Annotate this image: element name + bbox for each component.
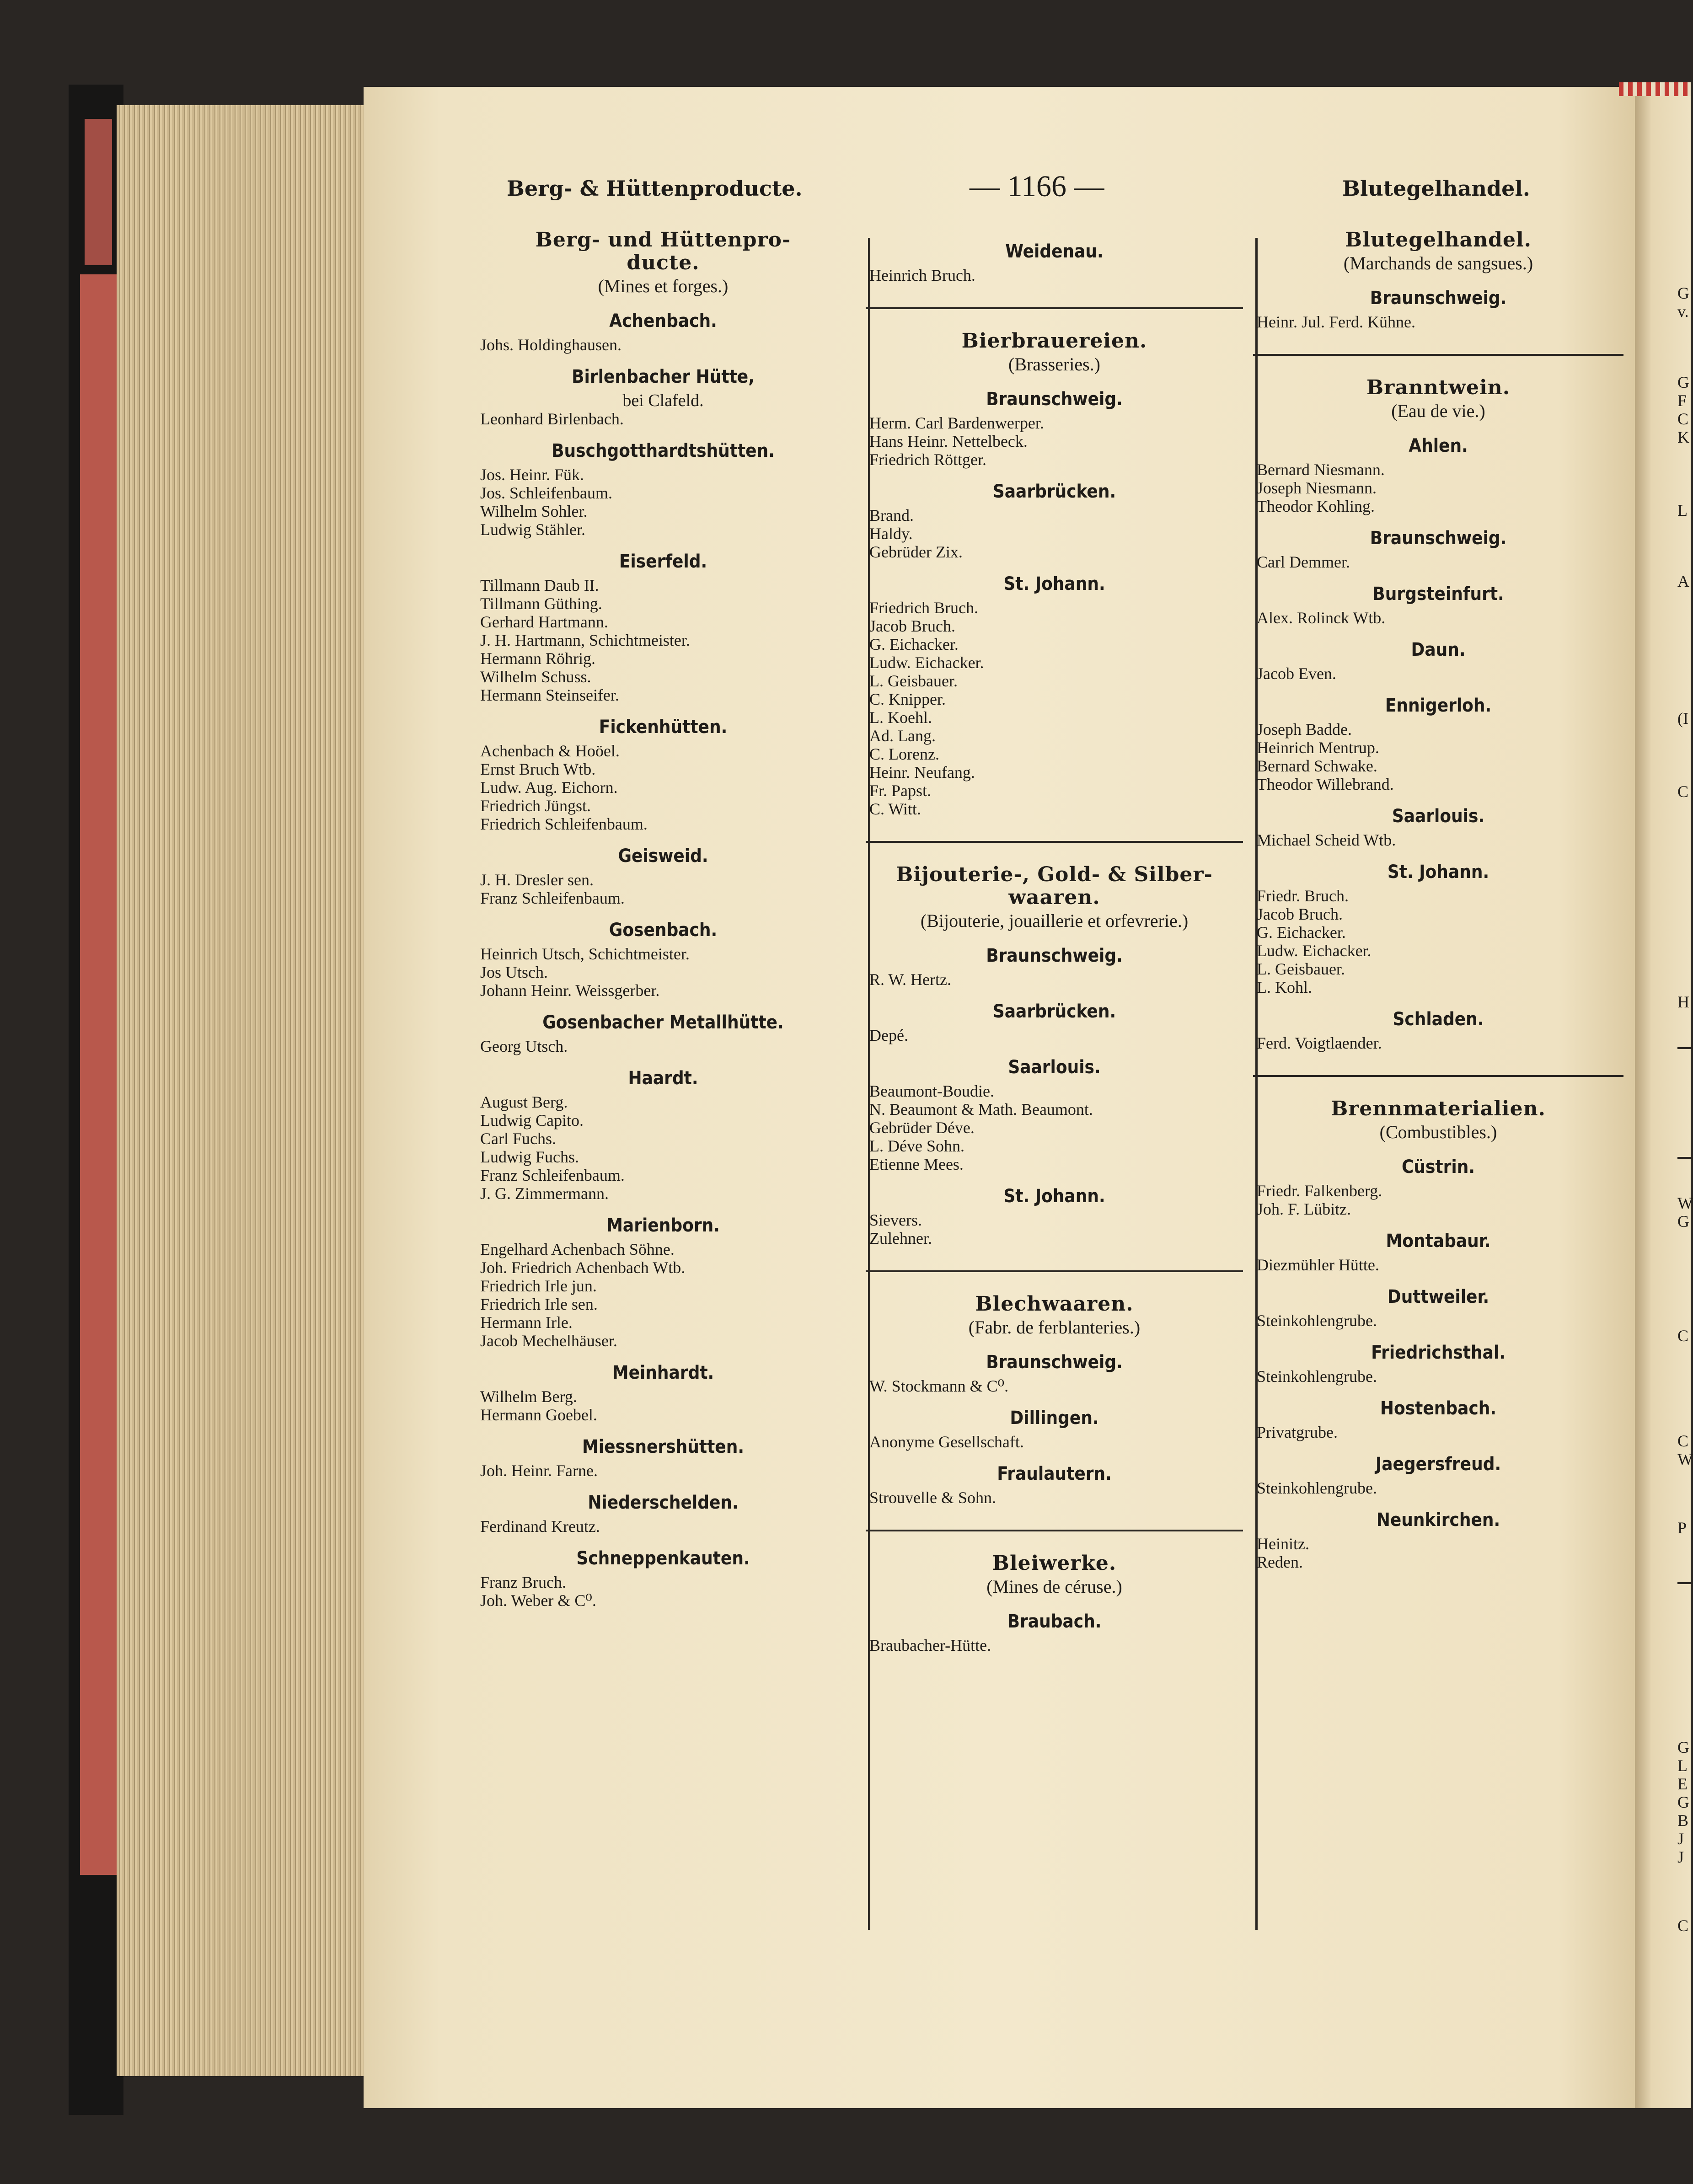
list-item: Tillmann Daub II.	[480, 576, 599, 594]
place-heading: Cüstrin.	[1401, 1156, 1475, 1178]
entry-list	[866, 970, 1243, 989]
list-item: Reden.	[1257, 1553, 1303, 1571]
entry-list	[866, 1433, 1243, 1451]
entry-list	[1253, 1311, 1623, 1330]
column-middle	[866, 229, 1243, 1661]
list-item: Hermann Steinseifer.	[480, 686, 619, 704]
place-heading: St. Johann.	[1003, 573, 1105, 594]
list-item: W. Stockmann & C⁰.	[869, 1377, 1009, 1395]
place-heading: Braunschweig.	[1370, 528, 1507, 549]
list-item: Johann Heinr. Weissgerber.	[480, 981, 660, 1000]
place-heading: Saarbrücken.	[992, 1001, 1116, 1022]
entry-list	[1253, 1256, 1623, 1274]
entry-list	[866, 599, 1243, 818]
facing-page-letter: C	[1677, 1327, 1689, 1345]
list-item: Jacob Even.	[1257, 664, 1336, 683]
place-heading: Haardt.	[628, 1068, 698, 1089]
facing-page-letter: G	[1677, 373, 1689, 391]
book-cover-edge	[80, 274, 117, 1875]
entry-list	[1253, 1479, 1623, 1497]
list-item: Michael Scheid Wtb.	[1257, 831, 1396, 849]
entry-list	[1253, 1367, 1623, 1386]
list-item: Ad. Lang.	[869, 727, 936, 745]
list-item: Friedr. Bruch.	[1257, 887, 1349, 905]
place-heading: Weidenau.	[1005, 241, 1104, 262]
entry-list	[480, 466, 846, 539]
list-item: Achenbach & Hoöel.	[480, 742, 620, 760]
page-number: — 1166 —	[970, 170, 1104, 203]
list-item: C. Knipper.	[869, 690, 946, 708]
list-item: Fr. Papst.	[869, 782, 932, 800]
column-left	[480, 229, 846, 1616]
place-heading: Achenbach.	[609, 310, 717, 332]
place-heading: Duttweiler.	[1387, 1286, 1489, 1307]
list-item: Theodor Kohling.	[1257, 497, 1375, 515]
section-rule	[866, 1270, 1243, 1272]
section-rule	[866, 1530, 1243, 1531]
category-subtitle: (Brasseries.)	[1008, 354, 1101, 375]
place-heading: Braunschweig.	[986, 389, 1123, 410]
list-item: Jos Utsch.	[480, 963, 548, 981]
list-item: Ludw. Eichacker.	[1257, 942, 1372, 960]
list-item: Ludw. Eichacker.	[869, 653, 984, 672]
list-item: Hans Heinr. Nettelbeck.	[869, 432, 1028, 450]
list-item: Franz Bruch.	[480, 1573, 566, 1591]
place-heading: Gosenbacher Metallhütte.	[542, 1012, 784, 1033]
facing-page-letter: G	[1677, 1738, 1689, 1756]
facing-page-letter: H	[1677, 993, 1689, 1011]
place-heading: Miessnershütten.	[582, 1436, 744, 1457]
facing-page-letter: (I	[1677, 709, 1688, 728]
place-heading: Saarlouis.	[1392, 806, 1485, 827]
entry-list	[1253, 831, 1623, 849]
list-item: L. Koehl.	[869, 708, 932, 727]
bookmark-ribbon	[1619, 82, 1691, 96]
entry-list	[1253, 664, 1623, 683]
running-head-left: Berg- & Hüttenproducte.	[507, 176, 803, 201]
category-title: Bijouterie-, Gold- & Silber- waaren.	[896, 863, 1213, 909]
section-rule	[866, 307, 1243, 309]
entry-list	[480, 871, 846, 907]
place-heading: Birlenbacher Hütte,	[572, 366, 755, 387]
list-item: J. G. Zimmermann.	[480, 1184, 609, 1203]
list-item: Herm. Carl Bardenwerper.	[869, 414, 1044, 432]
facing-page-letter: G	[1677, 1212, 1689, 1231]
facing-page-letter: C	[1677, 410, 1689, 428]
facing-page-rule	[1677, 1582, 1691, 1584]
list-item: Ludwig Stähler.	[480, 520, 585, 539]
list-item: Haldy.	[869, 525, 913, 543]
list-item: Hermann Röhrig.	[480, 649, 595, 668]
page-stack-edges	[117, 105, 368, 2076]
entry-list	[1253, 313, 1623, 331]
entry-list	[480, 576, 846, 704]
entry-list	[866, 1377, 1243, 1395]
category-title: Bleiwerke.	[992, 1552, 1117, 1575]
entry-list	[480, 742, 846, 833]
list-item: Heinrich Utsch, Schichtmeister.	[480, 945, 690, 963]
place-heading: Hostenbach.	[1380, 1398, 1497, 1419]
category-title: Blutegelhandel.	[1345, 228, 1532, 252]
category-subtitle: (Combustibles.)	[1379, 1122, 1497, 1142]
list-item: Carl Fuchs.	[480, 1129, 556, 1148]
list-item: Steinkohlengrube.	[1257, 1367, 1377, 1386]
list-item: Hermann Goebel.	[480, 1406, 597, 1424]
category-title: Blechwaaren.	[975, 1292, 1134, 1316]
entry-list	[1253, 720, 1623, 793]
facing-page-rule	[1677, 1047, 1691, 1049]
list-item: Johs. Holdinghausen.	[480, 336, 621, 354]
category-title: Branntwein.	[1366, 376, 1511, 399]
list-item: Joh. Heinr. Farne.	[480, 1461, 598, 1480]
place-heading: Braunschweig.	[986, 1352, 1123, 1373]
place-heading: Daun.	[1411, 639, 1466, 660]
entry-list	[480, 1240, 846, 1350]
entry-list	[1253, 609, 1623, 627]
list-item: Heinrich Mentrup.	[1257, 739, 1379, 757]
list-item: Depé.	[869, 1026, 908, 1044]
category-title: Bierbrauereien.	[961, 329, 1147, 353]
category-subtitle: (Mines et forges.)	[598, 276, 729, 296]
list-item: Strouvelle & Sohn.	[869, 1488, 996, 1507]
category-subtitle: (Marchands de sangsues.)	[1343, 253, 1533, 273]
entry-list	[866, 414, 1243, 469]
entry-list	[866, 506, 1243, 561]
list-item: Friedrich Bruch.	[869, 599, 978, 617]
facing-page-letter: J	[1677, 1848, 1684, 1866]
list-item: Friedrich Irle sen.	[480, 1295, 598, 1313]
list-item: Steinkohlengrube.	[1257, 1479, 1377, 1497]
facing-page-letter: W	[1677, 1194, 1693, 1212]
place-heading: Meinhardt.	[612, 1362, 714, 1383]
facing-page-rule	[1677, 1157, 1691, 1159]
category-subtitle: (Mines de céruse.)	[986, 1576, 1122, 1597]
place-heading: Marienborn.	[606, 1215, 720, 1236]
list-item: Etienne Mees.	[869, 1155, 964, 1173]
list-item: Gebrüder Déve.	[869, 1119, 975, 1137]
category-title: Berg- und Hüttenpro- ducte.	[535, 228, 791, 274]
facing-page-letter: P	[1677, 1519, 1687, 1537]
list-item: Beaumont-Boudie.	[869, 1082, 994, 1100]
list-item: Bernard Niesmann.	[1257, 460, 1385, 479]
entry-list	[1253, 553, 1623, 571]
list-item: Jos. Schleifenbaum.	[480, 484, 612, 502]
spine-label	[85, 119, 112, 265]
place-heading: Niederschelden.	[588, 1492, 739, 1513]
list-item: J. H. Hartmann, Schichtmeister.	[480, 631, 690, 649]
place-heading: St. Johann.	[1387, 862, 1489, 883]
place-heading: Jaegersfreud.	[1375, 1454, 1501, 1475]
list-item: Friedrich Röttger.	[869, 450, 986, 469]
facing-page-letter: C	[1677, 782, 1689, 801]
place-heading: Dillingen.	[1010, 1408, 1099, 1429]
list-item: Ferd. Voigtlaender.	[1257, 1034, 1382, 1052]
list-item: Leonhard Birlenbach.	[480, 410, 624, 428]
list-item: Braubacher-Hütte.	[869, 1636, 991, 1654]
entry-list	[1253, 887, 1623, 996]
list-item: L. Kohl.	[1257, 978, 1312, 996]
list-item: Jacob Mechelhäuser.	[480, 1332, 617, 1350]
list-item: Diezmühler Hütte.	[1257, 1256, 1379, 1274]
facing-page-letter: F	[1677, 391, 1687, 410]
list-item: Joh. F. Lübitz.	[1257, 1200, 1351, 1218]
list-item: Carl Demmer.	[1257, 553, 1350, 571]
list-item: Steinkohlengrube.	[1257, 1311, 1377, 1330]
list-item: Zulehner.	[869, 1229, 932, 1247]
place-heading: Ennigerloh.	[1385, 695, 1492, 716]
list-item: L. Geisbauer.	[1257, 960, 1345, 978]
list-item: Jacob Bruch.	[869, 617, 955, 635]
list-item: L. Geisbauer.	[869, 672, 958, 690]
place-heading: Schladen.	[1393, 1009, 1484, 1030]
facing-page-letter: A	[1677, 572, 1689, 590]
entry-list	[866, 1026, 1243, 1044]
list-item: Jos. Heinr. Fük.	[480, 466, 584, 484]
entry-list	[1253, 1535, 1623, 1571]
list-item: Wilhelm Sohler.	[480, 502, 588, 520]
list-item: Tillmann Güthing.	[480, 594, 602, 613]
place-heading: Saarbrücken.	[992, 481, 1116, 502]
list-item: Franz Schleifenbaum.	[480, 889, 625, 907]
entry-list	[480, 410, 846, 428]
facing-page-letter: C	[1677, 1916, 1689, 1935]
category-subtitle: (Eau de vie.)	[1391, 401, 1485, 421]
place-heading: Braunschweig.	[986, 945, 1123, 966]
list-item: N. Beaumont & Math. Beaumont.	[869, 1100, 1093, 1119]
place-heading: Braubach.	[1007, 1611, 1102, 1632]
list-item: Bernard Schwake.	[1257, 757, 1377, 775]
list-item: August Berg.	[480, 1093, 568, 1111]
facing-page-letter: E	[1677, 1775, 1688, 1793]
list-item: Gebrüder Zix.	[869, 543, 963, 561]
place-heading: Buschgotthardtshütten.	[552, 440, 775, 461]
place-heading: Gosenbach.	[609, 920, 718, 941]
entry-list	[866, 266, 1243, 284]
list-item: Engelhard Achenbach Söhne.	[480, 1240, 675, 1258]
list-item: Ernst Bruch Wtb.	[480, 760, 596, 778]
list-item: Ludwig Fuchs.	[480, 1148, 579, 1166]
facing-page-letter: G	[1677, 284, 1689, 302]
place-heading: Eiserfeld.	[619, 551, 707, 572]
list-item: J. H. Dresler sen.	[480, 871, 594, 889]
facing-page-letter: G	[1677, 1793, 1689, 1811]
list-item: Ludwig Capito.	[480, 1111, 584, 1129]
entry-list	[480, 945, 846, 1000]
facing-page-letter: J	[1677, 1830, 1684, 1848]
list-item: Anonyme Gesellschaft.	[869, 1433, 1024, 1451]
list-item: Franz Schleifenbaum.	[480, 1166, 625, 1184]
category-subtitle: (Fabr. de ferblanteries.)	[968, 1317, 1141, 1338]
entry-list	[1253, 1423, 1623, 1441]
list-item: Gerhard Hartmann.	[480, 613, 608, 631]
list-item: Joh. Friedrich Achenbach Wtb.	[480, 1258, 686, 1277]
list-item: Friedr. Falkenberg.	[1257, 1182, 1382, 1200]
list-item: Heinrich Bruch.	[869, 266, 975, 284]
list-item: Heinr. Neufang.	[869, 763, 975, 782]
list-item: R. W. Hertz.	[869, 970, 951, 989]
list-item: Joseph Badde.	[1257, 720, 1352, 739]
place-heading: Montabaur.	[1386, 1231, 1491, 1252]
place-heading: Geisweid.	[618, 846, 708, 867]
list-item: Ludw. Aug. Eichorn.	[480, 778, 618, 797]
list-item: Joh. Weber & C⁰.	[480, 1591, 596, 1610]
facing-page-letter: W	[1677, 1450, 1693, 1468]
list-item: G. Eichacker.	[1257, 923, 1346, 942]
list-item: Georg Utsch.	[480, 1037, 568, 1055]
list-item: Ferdinand Kreutz.	[480, 1517, 600, 1536]
entry-list	[480, 1387, 846, 1424]
place-heading: St. Johann.	[1003, 1186, 1105, 1207]
entry-list	[480, 1573, 846, 1610]
facing-page-letter: L	[1677, 501, 1688, 519]
list-item: Wilhelm Schuss.	[480, 668, 591, 686]
facing-page-letter: L	[1677, 1756, 1688, 1775]
list-item: C. Witt.	[869, 800, 921, 818]
list-item: C. Lorenz.	[869, 745, 939, 763]
list-item: Heinr. Jul. Ferd. Kühne.	[1257, 313, 1415, 331]
place-heading: Fraulautern.	[997, 1463, 1112, 1484]
entry-list	[866, 1636, 1243, 1654]
entry-list	[480, 1461, 846, 1480]
list-item: Sievers.	[869, 1211, 922, 1229]
list-item: Theodor Willebrand.	[1257, 775, 1394, 793]
list-item: Hermann Irle.	[480, 1313, 573, 1332]
list-item: Friedrich Schleifenbaum.	[480, 815, 648, 833]
entry-list	[866, 1211, 1243, 1247]
entry-list	[480, 336, 846, 354]
list-item: Friedrich Jüngst.	[480, 797, 591, 815]
list-item: Friedrich Irle jun.	[480, 1277, 597, 1295]
running-head-right: Blutegelhandel.	[1342, 176, 1530, 201]
place-heading: Burgsteinfurt.	[1372, 583, 1504, 605]
list-item: Privatgrube.	[1257, 1423, 1338, 1441]
list-item: Joseph Niesmann.	[1257, 479, 1377, 497]
facing-page-letter: v.	[1677, 302, 1689, 321]
facing-page-letter: K	[1677, 428, 1689, 446]
list-item: Heinitz.	[1257, 1535, 1309, 1553]
place-heading: Friedrichsthal.	[1371, 1342, 1505, 1363]
list-item: Alex. Rolinck Wtb.	[1257, 609, 1386, 627]
list-item: L. Déve Sohn.	[869, 1137, 964, 1155]
place-heading: Saarlouis.	[1008, 1057, 1101, 1078]
place-heading: Braunschweig.	[1370, 288, 1507, 309]
facing-page-letter: C	[1677, 1432, 1689, 1450]
section-rule	[1253, 1075, 1623, 1077]
place-note: bei Clafeld.	[622, 391, 704, 410]
column-right	[1253, 229, 1623, 1578]
section-rule	[1253, 354, 1623, 356]
place-heading: Schneppenkauten.	[576, 1548, 750, 1569]
category-subtitle: (Bijouterie, jouaillerie et orfevrerie.)	[920, 910, 1189, 931]
place-heading: Fickenhütten.	[599, 717, 728, 738]
category-title: Brennmaterialien.	[1331, 1097, 1546, 1120]
entry-list	[480, 1517, 846, 1536]
entry-list	[480, 1037, 846, 1055]
section-rule	[866, 841, 1243, 843]
entry-list	[1253, 1034, 1623, 1052]
list-item: Wilhelm Berg.	[480, 1387, 577, 1406]
entry-list	[866, 1082, 1243, 1173]
list-item: Jacob Bruch.	[1257, 905, 1343, 923]
entry-list	[480, 1093, 846, 1203]
facing-page-letter: B	[1677, 1811, 1689, 1830]
list-item: G. Eichacker.	[869, 635, 959, 653]
entry-list	[1253, 1182, 1623, 1218]
list-item: Brand.	[869, 506, 914, 525]
entry-list	[866, 1488, 1243, 1507]
place-heading: Ahlen.	[1409, 435, 1468, 456]
entry-list	[1253, 460, 1623, 515]
place-heading: Neunkirchen.	[1376, 1510, 1500, 1531]
